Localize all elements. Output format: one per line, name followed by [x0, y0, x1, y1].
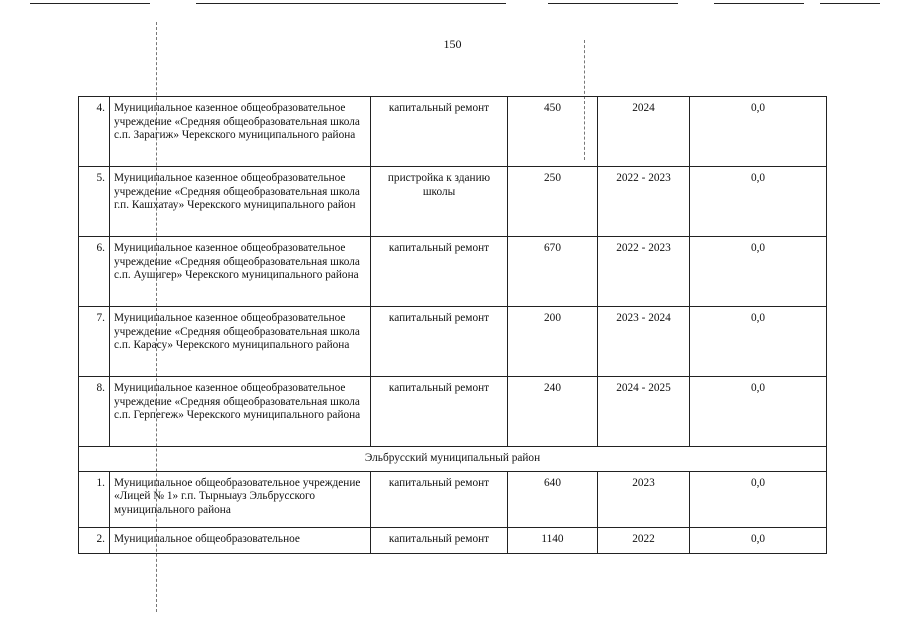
scan-edge-line	[820, 3, 880, 4]
years: 2022 - 2023	[598, 167, 690, 237]
capacity: 240	[508, 377, 598, 447]
row-number: 2.	[79, 527, 110, 553]
scan-edge-line	[196, 3, 506, 4]
scan-edge-line	[714, 3, 804, 4]
amount: 0,0	[690, 377, 827, 447]
table-row	[79, 471, 827, 527]
table-row	[79, 97, 827, 167]
work-type: пристройка к зданию школы	[371, 167, 508, 237]
capacity: 450	[508, 97, 598, 167]
table-row	[79, 527, 827, 553]
years: 2022	[598, 527, 690, 553]
institution-name: Муниципальное общеобразовательное учреждение «Лицей № 1» г.п. Тырныауз Эльбрусского муниципального района	[110, 471, 371, 527]
table-row	[79, 307, 827, 377]
table-row	[79, 237, 827, 307]
institution-name: Муниципальное казенное общеобразовательное учреждение «Средняя общеобразовательная школа с.п. Аушигер» Черекского муниципального района	[110, 237, 371, 307]
capacity: 640	[508, 471, 598, 527]
work-type: капитальный ремонт	[371, 97, 508, 167]
institution-name: Муниципальное казенное общеобразовательное учреждение «Средняя общеобразовательная школа с.п. Зарагиж» Черекского муниципального района	[110, 97, 371, 167]
row-number: 4.	[79, 97, 110, 167]
institution-name: Муниципальное общеобразовательное	[110, 527, 371, 553]
years: 2024	[598, 97, 690, 167]
amount: 0,0	[690, 307, 827, 377]
years: 2024 - 2025	[598, 377, 690, 447]
page-number: 150	[443, 37, 462, 51]
amount: 0,0	[690, 527, 827, 553]
table-row	[79, 167, 827, 237]
work-type: капитальный ремонт	[371, 527, 508, 553]
section-header-row	[79, 447, 827, 472]
capacity: 670	[508, 237, 598, 307]
row-number: 6.	[79, 237, 110, 307]
years: 2022 - 2023	[598, 237, 690, 307]
work-type: капитальный ремонт	[371, 471, 508, 527]
row-number: 7.	[79, 307, 110, 377]
work-type: капитальный ремонт	[371, 237, 508, 307]
scan-edge-line	[30, 3, 150, 4]
capacity: 1140	[508, 527, 598, 553]
capacity: 250	[508, 167, 598, 237]
institution-name: Муниципальное казенное общеобразовательное учреждение «Средняя общеобразовательная школа с.п. Герпегеж» Черекского муниципального района	[110, 377, 371, 447]
years: 2023	[598, 471, 690, 527]
work-type: капитальный ремонт	[371, 377, 508, 447]
capacity: 200	[508, 307, 598, 377]
institution-name: Муниципальное казенное общеобразовательное учреждение «Средняя общеобразовательная школа г.п. Кашхатау» Черекского муниципального район	[110, 167, 371, 237]
table-row	[79, 377, 827, 447]
schools-table	[78, 96, 827, 554]
amount: 0,0	[690, 97, 827, 167]
section-title: Эльбрусский муниципальный район	[79, 447, 827, 472]
years: 2023 - 2024	[598, 307, 690, 377]
work-type: капитальный ремонт	[371, 307, 508, 377]
row-number: 5.	[79, 167, 110, 237]
amount: 0,0	[690, 167, 827, 237]
institution-name: Муниципальное казенное общеобразовательное учреждение «Средняя общеобразовательная школа с.п. Карасу» Черекского муниципального района	[110, 307, 371, 377]
scan-edge-line	[548, 3, 678, 4]
row-number: 8.	[79, 377, 110, 447]
amount: 0,0	[690, 237, 827, 307]
amount: 0,0	[690, 471, 827, 527]
row-number: 1.	[79, 471, 110, 527]
